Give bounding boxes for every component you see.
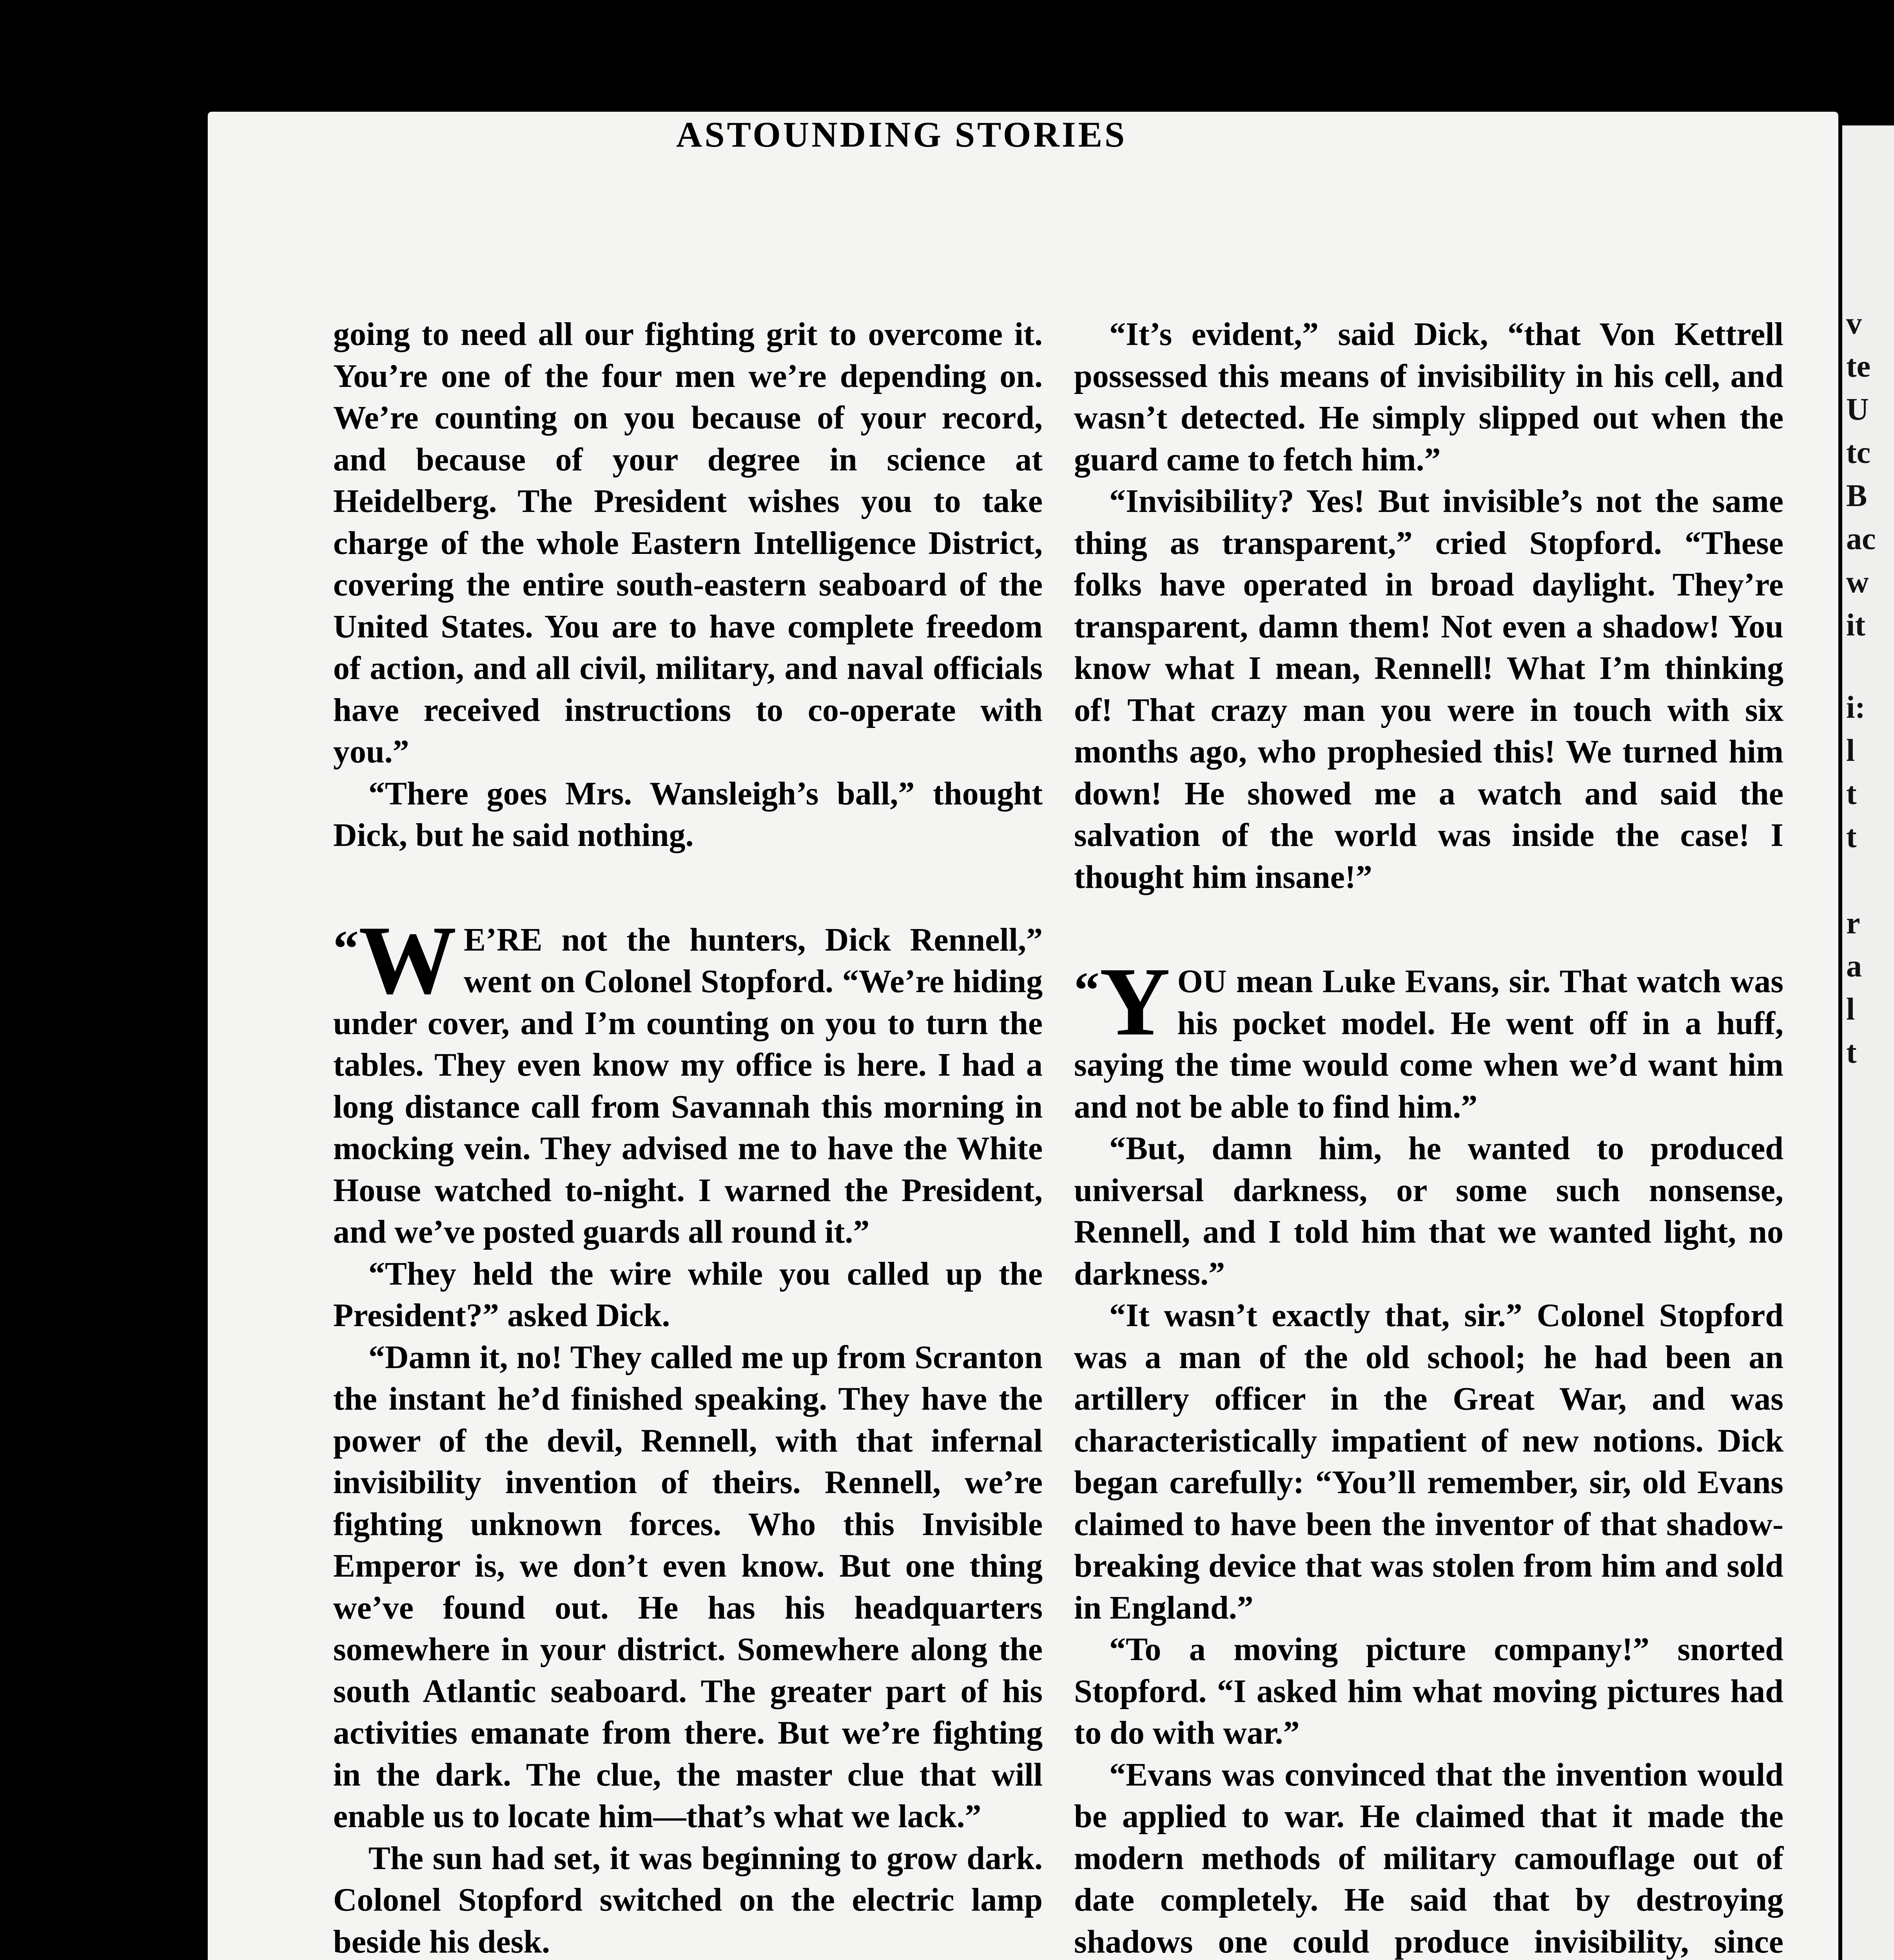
paragraph: “It’s evident,” said Dick, “that Von Kettrell possessed this means of invisibility in his cell, and wasn’t detected. He simply slipped out when the guard came to fetch him.”	[1074, 316, 1783, 478]
next-page-fragment: t	[1846, 1035, 1857, 1070]
next-page-fragment: r	[1846, 906, 1860, 940]
paragraph: “But, damn him, he wanted to produced universal darkness, or some such nonsense, Rennell, and I told him that we wanted light, no darkness.”	[1074, 1130, 1783, 1292]
paragraph: The sun had set, it was beginning to grow dark. Colonel Stopford switched on the electric lamp beside his desk.	[333, 1840, 1043, 1960]
next-page-fragment: i:	[1846, 690, 1865, 725]
next-page-fragment: w	[1846, 565, 1869, 599]
paragraph: “Evans was convinced that the invention would be applied to war. He claimed that it made the modern methods of military camouflage out of date completely. He said that by destroying shadows one could produce invisibility, since	[1074, 1756, 1783, 1960]
magazine-title: ASTOUNDING STORIES	[676, 114, 1127, 154]
paragraph: “To a moving picture company!” snorted Stopford. “I asked him what moving pictures had to do with war.”	[1074, 1631, 1783, 1751]
drop-cap: “W	[333, 906, 457, 1014]
next-page-fragment: te	[1846, 349, 1871, 384]
next-page-fragment: v	[1846, 306, 1862, 341]
next-page-fragment: tc	[1846, 436, 1871, 470]
next-page-fragment: l	[1846, 992, 1855, 1027]
next-page-edge	[1842, 125, 1894, 1960]
next-page-fragment: t	[1846, 820, 1857, 854]
page-number: 32	[114, 114, 151, 153]
next-page-fragment: t	[1846, 777, 1857, 811]
paragraph: “It wasn’t exactly that, sir.” Colonel Stopford was a man of the old school; he had been an artillery officer in the Great War, and was characteristically impatient of new notions. Dick began carefully: “You’ll remember, sir, old Evans claimed to have been the inventor of that shadow-breaking device that was stolen from him and sold in England.”	[1074, 1297, 1783, 1626]
next-page-fragment: U	[1846, 392, 1869, 427]
next-page-fragment: a	[1846, 949, 1862, 984]
paragraph: “They held the wire while you called up the President?” asked Dick.	[333, 1255, 1043, 1334]
paragraph: “Damn it, no! They called me up from Scranton the instant he’d finished speaking. They have the power of the devil, Rennell, with that infernal invisibility invention of theirs. Rennell, we’re fighting unknown forces. Who this Invisible Emperor is, we don’t even know. But one thing we’ve found out. He has his headquarters somewhere in your district. Somewhere along the south Atlantic seaboard. The greater part of his activities emanate from there. But we’re fighting in the dark. The clue, the master clue that will enable us to locate him—that’s what we lack.”	[333, 1339, 1043, 1835]
next-page-fragment: l	[1846, 733, 1855, 768]
next-page-fragment: it	[1846, 608, 1865, 642]
left-column	[333, 314, 1043, 1960]
right-column	[1074, 314, 1783, 1960]
next-page-fragment: ac	[1846, 522, 1876, 556]
next-page-fragment: B	[1846, 479, 1867, 513]
paragraph-with-dropcap: “Y OU mean Luke Evans, sir. That watch was his pocket model. He went off in a huff, saying the time would come when we’d want him and not be able to find him.”	[1074, 947, 1783, 1125]
paragraph: going to need all our fighting grit to overcome it. You’re one of the four men we’re depending on. We’re counting on you because of your record, and because of your degree in science at Heidelberg. The President wishes you to take charge of the whole Eastern Intelligence District, covering the entire south-eastern seaboard of the United States. You are to have complete freedom of action, and all civil, military, and naval officials have received instructions to co-operate with you.”	[333, 316, 1043, 770]
paragraph-with-dropcap: “W E’RE not the hunters, Dick Rennell,” went on Colonel Stopford. “We’re hiding under cover, and I’m counting on you to turn the tables. They even know my office is here. I had a long distance call from Savannah this morning in mocking vein. They advised me to have the White House watched to-night. I warned the President, and we’ve posted guards all round it.”	[333, 906, 1043, 1250]
drop-cap: “Y	[1074, 947, 1170, 1056]
page-header	[114, 114, 1587, 161]
paragraph: “There goes Mrs. Wansleigh’s ball,” thought Dick, but he said nothing.	[333, 775, 1043, 853]
paragraph: “Invisibility? Yes! But invisible’s not the same thing as transparent,” cried Stopford. “These folks have operated in broad daylight. They’re transparent, damn them! Not even a shadow! You know what I mean, Rennell! What I’m thinking of! That crazy man you were in touch with six months ago, who prophesied this! We turned him down! He showed me a watch and said the salvation of the world was inside the case! I thought him insane!”	[1074, 483, 1783, 895]
